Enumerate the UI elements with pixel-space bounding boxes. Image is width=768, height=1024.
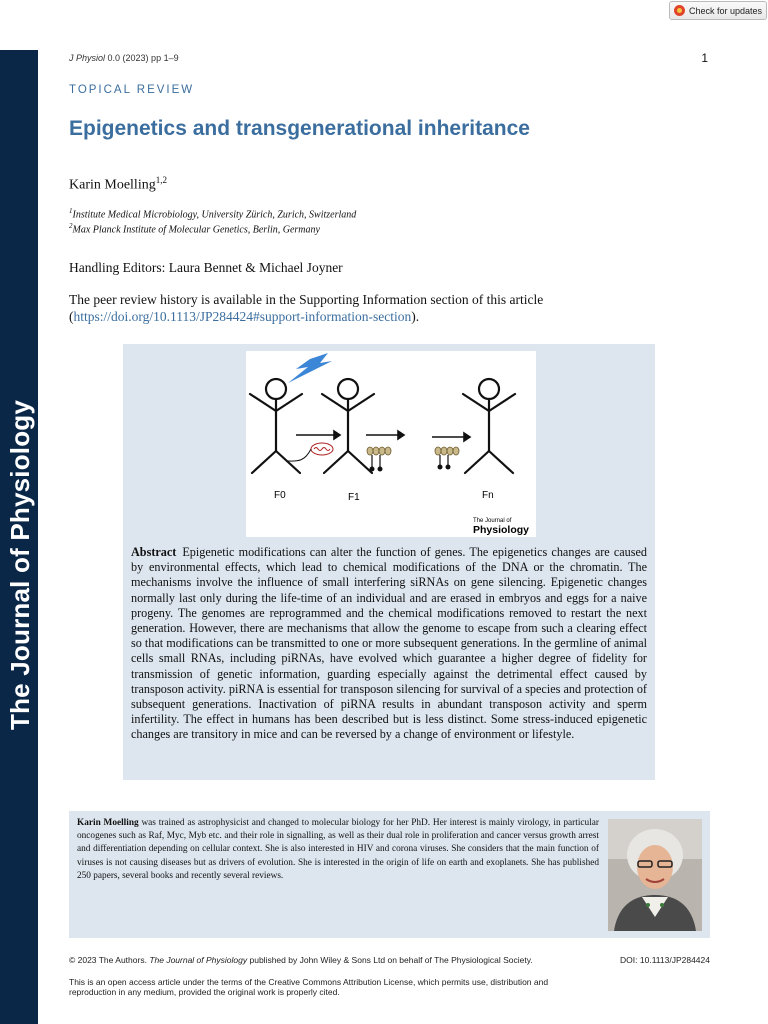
copyright-pre: © 2023 The Authors. (69, 955, 147, 965)
author-name: Karin Moelling (69, 177, 156, 193)
section-label: TOPICAL REVIEW (69, 84, 195, 96)
journal-logo-small: The Journal of (473, 518, 512, 524)
abstract-label: Abstract (131, 545, 177, 559)
author-photo (608, 819, 702, 931)
stick-figures-illustration (246, 351, 536, 537)
histone-marks-f1 (367, 447, 391, 472)
journal-logo-big: Physiology (473, 524, 530, 536)
copyright-line (69, 955, 533, 965)
peer-review-text: The peer review history is available in the Supporting Information section of this article (69, 292, 544, 307)
bio-paragraph (77, 817, 599, 883)
license-notice: This is an open access article under the terms of the Creative Commons Attribution License, which permits use, distribution and reproduction in any medium, provided the original work is properly cited. (69, 977, 549, 997)
journal-sidebar (0, 50, 38, 1024)
journal-reference (69, 53, 179, 63)
copyright-post: published by John Wiley & Sons Ltd on behalf of The Physiological Society. (249, 955, 533, 965)
sidebar-journal-name: The Journal of Physiology (5, 399, 35, 730)
stick-figure-f0 (250, 379, 302, 473)
copyright-journal: The Journal of Physiology (149, 955, 248, 965)
check-for-updates-label: Check for updates (689, 5, 763, 16)
author-affil-sup: 1,2 (155, 175, 167, 185)
bio-body: was trained as astrophysicist and changed to molecular biology for her PhD. Her interest is mainly virology, in particular oncogenes such as Raf, Myc, Myb etc. and their role in signalling, as well as their dual role in proliferation and cancer versus growth arrest and differentiation depending on cellular context. She is also interested in HIV and corona viruses. She considers that the main function of viruses is not causing diseases but as drivers of evolution. She is interested in the origin of life on earth and exoplanets. She has published 250 papers, several books and recently several reviews. (77, 818, 599, 881)
peer-review-link-close: ). (411, 309, 420, 324)
peer-review-link-open: ( (69, 309, 74, 324)
abstract-box (123, 344, 655, 780)
affiliation-2-text: Max Planck Institute of Molecular Genetics, Berlin, Germany (72, 224, 320, 236)
histone-marks-fn (435, 447, 459, 470)
sperm-cell-icon (311, 443, 333, 455)
abstract-paragraph (131, 545, 647, 743)
affiliation-1-text: Institute Medical Microbiology, University Zürich, Zurich, Switzerland (72, 209, 357, 221)
check-for-updates-button[interactable] (669, 1, 767, 20)
author-portrait-image (608, 819, 702, 931)
lightning-bolt-icon (288, 353, 332, 383)
affiliation-1-sup: 1 (69, 207, 73, 215)
affiliation-2 (69, 222, 320, 235)
stick-figure-f1 (322, 379, 374, 473)
doi-label: DOI: 10.1113/JP284424 (620, 955, 710, 965)
affiliation-1 (69, 207, 356, 220)
abstract-body: Epigenetic modifications can alter the function of genes. The epigenetics changes are caused by environmental effects, which lead to chemical modifications of the DNA or the chromatin. The mechanisms involve the influence of small interfering siRNAs on gene silencing. Epigenetic changes normally last only during the life-time of an individual and are erased in embryos and eggs for a naive progeny. The genomes are reprogrammed and the chemical modifications removed to restart the next generation. However, there are mechanisms that allow the genome to escape from such a clearing effect so that modifications can be transmitted to one or more subsequent generations. In the germline of animal cells small RNAs, including piRNAs, have evolved which guarantee a higher degree of fidelity for transmission of genetic information, guarding especially against the detrimental effect caused by transposon activity. piRNA is essential for transposon silencing for survival of a species and protection of subsequent generations. Inactivation of piRNA results in abundant transposon activity and sperm infertility. The effect in humans has been described but is less distinct. Some stress-induced epigenetic changes are transitory in mice and can be reversed by a change of environment or lifestyle. (131, 545, 647, 742)
peer-review-link[interactable]: https://doi.org/10.1113/JP284424#support-information-section (73, 309, 412, 324)
author-bio-box (69, 811, 710, 938)
crossmark-icon (674, 5, 685, 16)
article-title: Epigenetics and transgenerational inheritance (69, 117, 530, 140)
transmission-arrows (296, 431, 470, 441)
author-line (69, 175, 167, 194)
figure-label-fn: Fn (482, 490, 494, 501)
handling-editors: Handling Editors: Laura Bennet & Michael Joyner (69, 260, 343, 275)
figure-label-f1: F1 (348, 492, 360, 503)
sperm-tail (286, 449, 311, 461)
journal-abbrev: J Physiol (69, 53, 106, 63)
volume-info: 0.0 (2023) pp 1–9 (107, 53, 179, 63)
graphical-abstract-figure (246, 351, 536, 537)
page-number: 1 (701, 51, 708, 65)
affiliation-2-sup: 2 (69, 222, 73, 230)
peer-review-note (69, 291, 629, 325)
figure-label-f0: F0 (274, 490, 286, 501)
stick-figure-fn (463, 379, 515, 473)
bio-author-name: Karin Moelling (77, 818, 139, 828)
